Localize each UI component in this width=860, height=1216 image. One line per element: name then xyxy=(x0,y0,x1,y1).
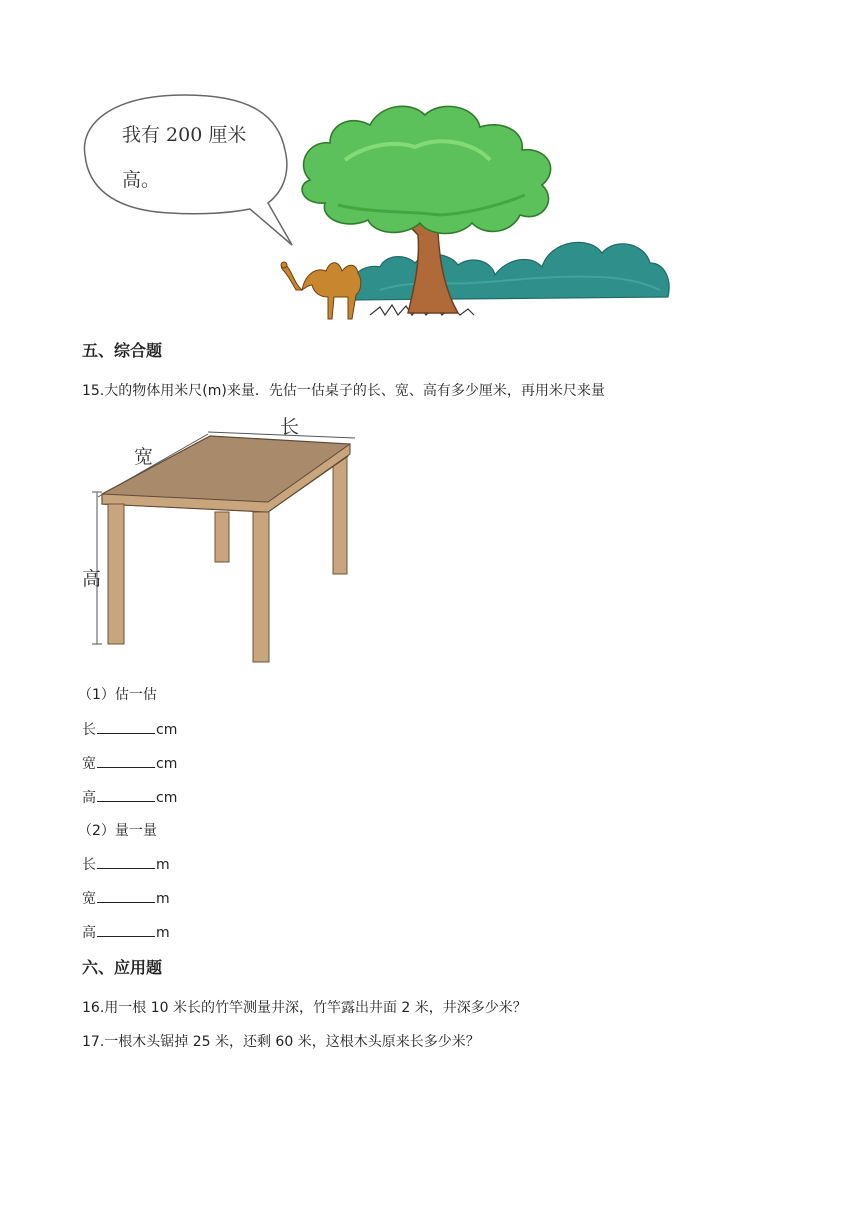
answer-blank[interactable] xyxy=(97,924,155,937)
row-unit: cm xyxy=(156,756,178,772)
row-label: 宽 xyxy=(82,891,96,907)
row-unit: m xyxy=(156,891,170,907)
table-leg-front-left xyxy=(108,504,124,644)
bubble-text-line2: 高。 xyxy=(122,169,161,191)
bubble-text-line1: 我有 200 厘米 xyxy=(122,124,247,146)
camel-icon xyxy=(281,262,361,319)
q15-part1-row-wide xyxy=(82,753,177,773)
section6-title: 六、应用题 xyxy=(82,958,163,977)
speech-bubble xyxy=(84,95,292,245)
table-label-wide: 宽 xyxy=(134,446,154,468)
q15-part1-row-high xyxy=(82,787,177,807)
row-label: 长 xyxy=(82,722,96,738)
q15-part2-row-wide xyxy=(82,888,170,908)
table-label-long: 长 xyxy=(280,416,300,438)
row-unit: m xyxy=(156,857,170,873)
row-unit: cm xyxy=(156,722,178,738)
row-unit: m xyxy=(156,925,170,941)
row-unit: cm xyxy=(156,790,178,806)
table-illustration xyxy=(80,412,370,670)
q15-part2-row-long xyxy=(82,854,170,874)
table-leg-back-left xyxy=(215,512,229,562)
row-label: 高 xyxy=(82,790,96,806)
camel-tree-illustration xyxy=(80,85,680,325)
section5-title: 五、综合题 xyxy=(82,341,163,360)
row-label: 高 xyxy=(82,925,96,941)
table-label-high: 高 xyxy=(82,568,102,590)
q15-part2-row-high xyxy=(82,922,170,942)
q15-text: 15.大的物体用米尺(m)来量．先估一估桌子的长、宽、高有多少厘米，再用米尺来量 xyxy=(82,383,605,399)
q15-part2-title: （2）量一量 xyxy=(78,823,157,839)
answer-blank[interactable] xyxy=(97,755,155,768)
q16-text: 16.用一根 10 米长的竹竿测量井深，竹竿露出井面 2 米，井深多少米？ xyxy=(82,1000,527,1016)
q15-part1-row-long xyxy=(82,719,177,739)
answer-blank[interactable] xyxy=(97,721,155,734)
table-drawing xyxy=(80,412,370,670)
bush-shape xyxy=(349,242,669,300)
answer-blank[interactable] xyxy=(97,856,155,869)
row-label: 宽 xyxy=(82,756,96,772)
q17-text: 17.一根木头锯掉 25 米，还剩 60 米，这根木头原来长多少米？ xyxy=(82,1034,480,1050)
table-leg-front-right xyxy=(253,512,269,662)
table-leg-back-right xyxy=(333,456,347,574)
row-label: 长 xyxy=(82,857,96,873)
q15-part1-title: （1）估一估 xyxy=(78,687,157,703)
answer-blank[interactable] xyxy=(97,789,155,802)
answer-blank[interactable] xyxy=(97,890,155,903)
